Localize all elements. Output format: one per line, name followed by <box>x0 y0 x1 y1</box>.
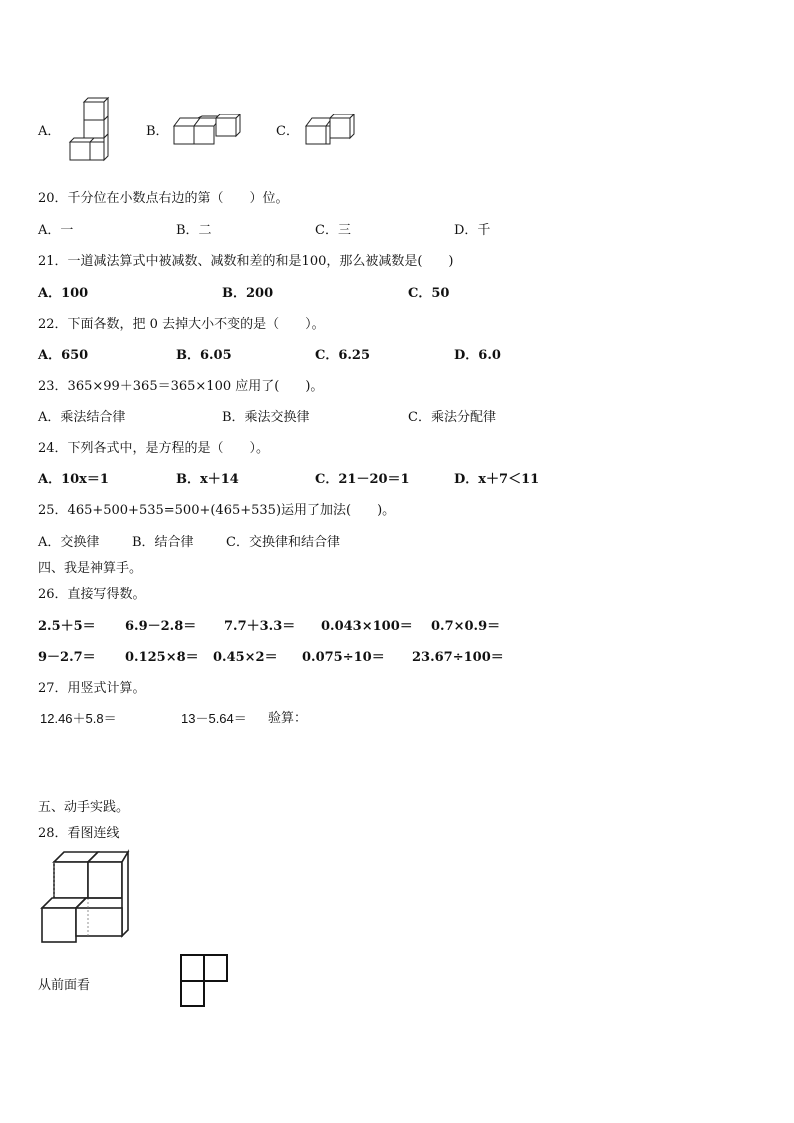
q19-option-c-figure <box>304 114 358 148</box>
q23-option-b: B．乘法交换律 <box>222 410 310 425</box>
q26-row1-item2: 6.9－2.8＝ <box>125 619 197 634</box>
q24-option-c: C．21－20＝1 <box>315 472 410 487</box>
q26-row1-item1: 2.5＋5＝ <box>38 619 96 634</box>
q28-stem: 28．看图连线 <box>38 826 120 841</box>
q23-stem: 23．365×99＋365＝365×100 应用了( )。 <box>38 379 324 394</box>
q25-option-c: C．交换律和结合律 <box>226 535 340 550</box>
q22-option-a: A．650 <box>38 348 89 363</box>
q28-cube-figure <box>38 848 132 946</box>
q22-option-b: B．6.05 <box>176 348 232 363</box>
q26-stem: 26．直接写得数。 <box>38 587 146 602</box>
q25-option-b: B．结合律 <box>132 535 194 550</box>
q26-row2-item1: 9－2.7＝ <box>38 650 96 665</box>
q27-stem: 27．用竖式计算。 <box>38 681 146 696</box>
q20-option-c: C．三 <box>315 223 351 238</box>
q21-option-a: A．100 <box>38 286 89 301</box>
q28-view-label: 从前面看 <box>38 978 91 993</box>
q19-option-b-figure <box>172 114 244 148</box>
q19-option-a-label: A． <box>38 124 61 139</box>
q22-stem: 22．下面各数，把 0 去掉大小不变的是（ ）。 <box>38 317 325 332</box>
q27-item2: 13－5.64＝ <box>181 711 247 726</box>
q22-option-d: D．6.0 <box>454 348 501 363</box>
q19-option-a-figure <box>66 94 114 166</box>
q26-row2-item4: 0.075÷10＝ <box>302 650 385 665</box>
q26-row1-item4: 0.043×100＝ <box>321 619 413 634</box>
q20-option-a: A．一 <box>38 223 74 238</box>
q24-stem: 24．下列各式中，是方程的是（ ）。 <box>38 441 270 456</box>
section5-title: 五、动手实践。 <box>38 800 130 815</box>
q27-check-label: 验算： <box>268 711 308 726</box>
q22-option-c: C．6.25 <box>315 348 371 363</box>
q19-option-b-label: B． <box>146 124 169 139</box>
q20-option-d: D．千 <box>454 223 491 238</box>
q24-option-b: B．x＋14 <box>176 472 239 487</box>
q20-option-b: B．二 <box>176 223 212 238</box>
q19-option-c-label: C． <box>276 124 299 139</box>
q23-option-a: A．乘法结合律 <box>38 410 126 425</box>
q28-front-view-figure <box>178 952 232 1010</box>
q23-option-c: C．乘法分配律 <box>408 410 496 425</box>
q26-row1-item3: 7.7＋3.3＝ <box>224 619 296 634</box>
q21-option-c: C．50 <box>408 286 450 301</box>
q21-stem: 21．一道减法算式中被减数、减数和差的和是100，那么被减数是( ) <box>38 254 454 269</box>
q27-item1: 12.46＋5.8＝ <box>40 711 117 726</box>
q21-option-b: B．200 <box>222 286 274 301</box>
section4-title: 四、我是神算手。 <box>38 561 143 576</box>
q25-option-a: A．交换律 <box>38 535 100 550</box>
q26-row2-item3: 0.45×2＝ <box>213 650 278 665</box>
q24-option-d: D．x＋7＜11 <box>454 472 540 487</box>
q26-row2-item5: 23.67÷100＝ <box>412 650 504 665</box>
q26-row1-item5: 0.7×0.9＝ <box>431 619 501 634</box>
q24-option-a: A．10x＝1 <box>38 472 109 487</box>
q20-stem: 20．千分位在小数点右边的第（ ）位。 <box>38 191 289 206</box>
q25-stem: 25．465+500+535=500+(465+535)运用了加法( )。 <box>38 503 396 518</box>
q26-row2-item2: 0.125×8＝ <box>125 650 199 665</box>
